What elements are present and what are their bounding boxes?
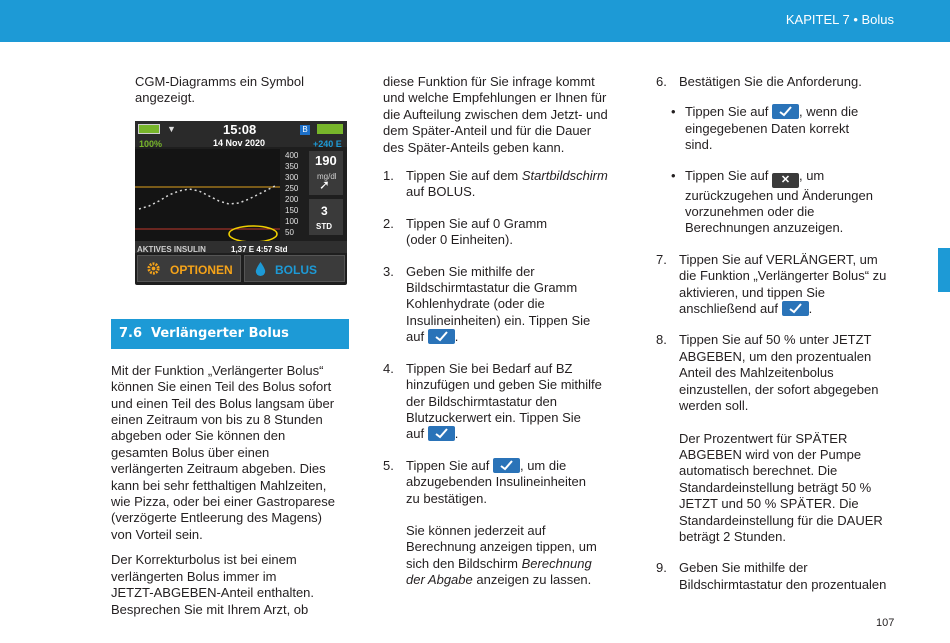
step-number: 7. bbox=[656, 251, 667, 267]
text: Tippen Sie auf bbox=[679, 332, 766, 348]
text: anschließend auf bbox=[679, 301, 782, 317]
step-number: 9. bbox=[656, 560, 667, 576]
text-line: Mit der Funktion „Verlängerter Bolus“ bbox=[111, 362, 324, 378]
active-insulin-label: AKTIVES INSULIN bbox=[137, 244, 206, 254]
text: . bbox=[454, 426, 459, 442]
step-9 bbox=[656, 560, 896, 593]
text: Tippen Sie auf bbox=[685, 104, 772, 120]
text: ). bbox=[505, 232, 513, 248]
text-line: Bildschirmtastatur den prozentualen bbox=[679, 576, 887, 592]
checkmark-icon bbox=[428, 426, 455, 441]
paragraph bbox=[383, 74, 623, 156]
text: auf bbox=[406, 426, 428, 442]
text-line: beträgt 2 Stunden. bbox=[679, 528, 786, 544]
y-tick: 100 bbox=[285, 216, 299, 226]
text: Tippen Sie auf bbox=[685, 167, 772, 183]
cgm-hours-label: STD bbox=[316, 221, 332, 231]
text-line: Kohlenhydrate (oder die bbox=[406, 296, 545, 312]
intro-text bbox=[111, 74, 351, 107]
step-number: 1. bbox=[383, 168, 394, 184]
step-4 bbox=[383, 361, 623, 443]
step-number: 8. bbox=[656, 332, 667, 348]
text-line: Bestätigen Sie die Anforderung. bbox=[679, 74, 862, 89]
step-number: 5. bbox=[383, 457, 394, 473]
cgm-trace bbox=[135, 149, 280, 241]
text-line: JETZT und 50 % SPÄTER. Die bbox=[679, 496, 859, 512]
text-line: aktivieren, und tippen Sie bbox=[679, 284, 825, 300]
text-line: Blutzuckerwert ein. Tippen Sie bbox=[406, 409, 581, 425]
text-line: diese Funktion für Sie infrage kommt bbox=[383, 74, 595, 89]
text: auf bbox=[406, 184, 428, 200]
bullet-dot: • bbox=[671, 167, 676, 183]
cgm-hours: 3 bbox=[321, 203, 328, 218]
column-2 bbox=[383, 74, 623, 604]
text: , wenn die bbox=[798, 104, 859, 120]
bolus-label: BOLUS bbox=[275, 262, 317, 277]
ui-term: 0 Einheiten bbox=[439, 232, 506, 248]
device-time: 15:08 bbox=[223, 121, 257, 137]
text-line: JETZT-ABGEBEN-Anteil enthalten. bbox=[111, 585, 315, 601]
text-line: Standardeinstellung beträgt 50 % bbox=[679, 479, 872, 495]
insulin-remaining: +240 E bbox=[313, 138, 342, 149]
step-2 bbox=[383, 216, 623, 249]
step-number: 6. bbox=[656, 74, 667, 89]
text-line: Bildschirmtastatur die Gramm bbox=[406, 280, 578, 296]
step-6 bbox=[656, 74, 896, 90]
paragraph bbox=[111, 363, 351, 543]
text: Tippen Sie bei Bedarf auf bbox=[406, 360, 556, 376]
text-line: Insulineinheiten) ein. Tippen Sie bbox=[406, 312, 591, 328]
text: (oder bbox=[406, 232, 440, 248]
text-line: vorzunehmen oder die bbox=[685, 204, 815, 220]
step-number: 4. bbox=[383, 360, 394, 376]
step-number: 2. bbox=[383, 215, 394, 231]
arrow-up-right-icon: ➚ bbox=[319, 176, 330, 192]
text: und geben Sie mithilfe bbox=[469, 377, 602, 393]
text-line: CGM-Diagramms ein Symbol bbox=[135, 74, 305, 89]
text: , um die bbox=[519, 457, 567, 473]
chapter-header bbox=[0, 0, 950, 42]
text: , um bbox=[798, 167, 825, 183]
text: auf bbox=[406, 329, 428, 345]
text-line: dem Später-Anteil und für die Dauer bbox=[383, 123, 592, 139]
pump-screen-image bbox=[135, 121, 347, 285]
section-number: 7.6 bbox=[119, 325, 143, 341]
text-line: werden soll. bbox=[679, 398, 749, 414]
chapter-side-tab bbox=[938, 248, 950, 292]
page-number: 107 bbox=[876, 617, 895, 629]
text: Tippen Sie auf dem bbox=[406, 168, 522, 184]
device-date: 14 Nov 2020 bbox=[213, 137, 266, 148]
text-line: zu bestätigen. bbox=[406, 490, 487, 506]
step-7 bbox=[656, 252, 896, 318]
text: . bbox=[808, 301, 813, 317]
paragraph bbox=[111, 552, 351, 618]
bg-value: 190 bbox=[315, 152, 337, 168]
text: . bbox=[454, 329, 459, 345]
text-line: verlängerten Bolus immer im bbox=[111, 568, 277, 584]
y-tick: 200 bbox=[285, 194, 299, 204]
text: sich den Bildschirm bbox=[406, 555, 522, 571]
text-line: Geben Sie mithilfe der bbox=[406, 263, 535, 279]
y-tick: 300 bbox=[285, 172, 299, 182]
text-line: gesamten Bolus über einen bbox=[111, 444, 270, 460]
text-line: die Aufteilung zwischen dem Jetzt- und bbox=[383, 106, 608, 122]
text-line: angezeigt. bbox=[135, 90, 195, 106]
step-5 bbox=[383, 458, 623, 589]
y-tick: 350 bbox=[285, 161, 299, 171]
screen-name: Startbildschirm bbox=[521, 168, 608, 184]
text-line: einen Zeitraum von bis zu 8 Stunden bbox=[111, 412, 323, 428]
text-line: Sie können jederzeit auf bbox=[406, 522, 546, 538]
ui-term: BZ bbox=[555, 360, 573, 376]
text-line: wie Pizza, oder bei einer Gastroparese bbox=[111, 494, 336, 510]
bolus-button bbox=[244, 255, 345, 282]
screen-name: der Abgabe bbox=[406, 572, 473, 588]
text-line: des Später-Anteils geben kann. bbox=[383, 139, 565, 155]
text-line: Besprechen Sie mit Ihrem Arzt, ob bbox=[111, 601, 309, 617]
text: unter JETZT bbox=[795, 332, 872, 348]
text-line: automatisch berechnet. Die bbox=[679, 463, 838, 479]
text-line: sind. bbox=[685, 137, 713, 153]
screen-name: Berechnung bbox=[521, 555, 592, 571]
bullet-confirm bbox=[671, 104, 896, 153]
bg-unit: mg/dl bbox=[317, 171, 337, 181]
bullet-cancel bbox=[671, 168, 896, 237]
text-line: Anteil des Mahlzeitenbolus bbox=[679, 365, 834, 381]
text-line: ABGEBEN wird von der Pumpe bbox=[679, 446, 862, 462]
chapter-title: KAPITEL 7 • Bolus bbox=[785, 12, 894, 27]
bluetooth-icon: B bbox=[300, 125, 310, 135]
y-tick: 150 bbox=[285, 205, 299, 215]
insulin-level-icon bbox=[317, 124, 343, 134]
column-1 bbox=[111, 74, 351, 627]
text-line: von Vorteil sein. bbox=[111, 526, 203, 542]
gear-icon bbox=[146, 261, 161, 276]
text-line: und einen Teil des Bolus langsam über bbox=[111, 395, 335, 411]
checkmark-icon bbox=[493, 458, 520, 473]
options-label: OPTIONEN bbox=[170, 262, 233, 277]
text-line: die Funktion „Verlängerter Bolus“ zu bbox=[679, 268, 887, 284]
close-icon: ✕ bbox=[772, 173, 799, 188]
options-button bbox=[137, 255, 241, 282]
step-number: 3. bbox=[383, 263, 394, 279]
text-line: einzustellen, der sofort abgegeben bbox=[679, 381, 879, 397]
text: Tippen Sie auf bbox=[406, 457, 493, 473]
text-line: zurückzugehen und Änderungen bbox=[685, 187, 873, 203]
y-tick: 250 bbox=[285, 183, 299, 193]
text-line: ABGEBEN, um den prozentualen bbox=[679, 348, 872, 364]
ui-term: 0 Gramm bbox=[492, 215, 548, 231]
text-line: Berechnungen anzuzeigen. bbox=[685, 220, 844, 236]
text-line: Standardeinstellung für die DAUER bbox=[679, 512, 883, 528]
text: . bbox=[471, 184, 476, 200]
checkmark-icon bbox=[782, 301, 809, 316]
text-line: Geben Sie mithilfe der bbox=[679, 560, 808, 576]
ui-term: VERLÄNGERT bbox=[765, 251, 853, 267]
battery-percent: 100% bbox=[139, 138, 163, 149]
text-line: abgeben oder Sie können den bbox=[111, 428, 286, 444]
cgm-chart bbox=[135, 149, 280, 241]
text-line: Der Prozentwert für SPÄTER bbox=[679, 430, 848, 446]
text: Tippen Sie auf bbox=[679, 251, 766, 267]
step-8 bbox=[656, 332, 896, 545]
checkmark-icon bbox=[772, 104, 799, 119]
ui-term: hinzufügen bbox=[406, 377, 470, 393]
active-insulin-value: 1,37 E 4:57 Std bbox=[231, 244, 288, 254]
text-line: abzugebenden Insulineinheiten bbox=[406, 474, 586, 490]
step-1 bbox=[383, 168, 623, 201]
text-line: kann bei sehr fetthaltigen Mahlzeiten, bbox=[111, 477, 327, 493]
checkmark-icon bbox=[428, 329, 455, 344]
text-line: der Bildschirmtastatur den bbox=[406, 393, 558, 409]
text-line: verlängerten Zeitraum abgeben. Dies bbox=[111, 461, 326, 477]
y-tick: 50 bbox=[285, 227, 294, 237]
text: , um bbox=[852, 251, 878, 267]
battery-icon bbox=[138, 124, 160, 134]
text-line: Der Korrekturbolus ist bei einem bbox=[111, 552, 297, 568]
text: anzeigen zu lassen. bbox=[472, 572, 592, 588]
ui-term: 50 % bbox=[765, 332, 796, 348]
text-line: (verzögerte Entleerung des Magens) bbox=[111, 510, 323, 526]
section-heading bbox=[111, 319, 349, 349]
ui-term: Berechnung anzeigen bbox=[406, 539, 533, 555]
bullet-dot: • bbox=[671, 104, 676, 120]
text: Tippen Sie auf bbox=[406, 215, 493, 231]
text-line: eingegebenen Daten korrekt bbox=[685, 120, 850, 136]
y-tick: 400 bbox=[285, 150, 299, 160]
column-3 bbox=[656, 74, 896, 608]
step-3 bbox=[383, 264, 623, 346]
drop-icon bbox=[253, 261, 268, 276]
text-line: können Sie einen Teil des Bolus sofort bbox=[111, 379, 332, 395]
antenna-icon: ▼ bbox=[167, 123, 176, 134]
text-line: und welche Empfehlungen er Ihnen für bbox=[383, 90, 607, 106]
text: tippen, um bbox=[532, 539, 597, 555]
ui-term: BOLUS bbox=[427, 184, 472, 200]
section-title: Verlängerter Bolus bbox=[151, 325, 289, 341]
